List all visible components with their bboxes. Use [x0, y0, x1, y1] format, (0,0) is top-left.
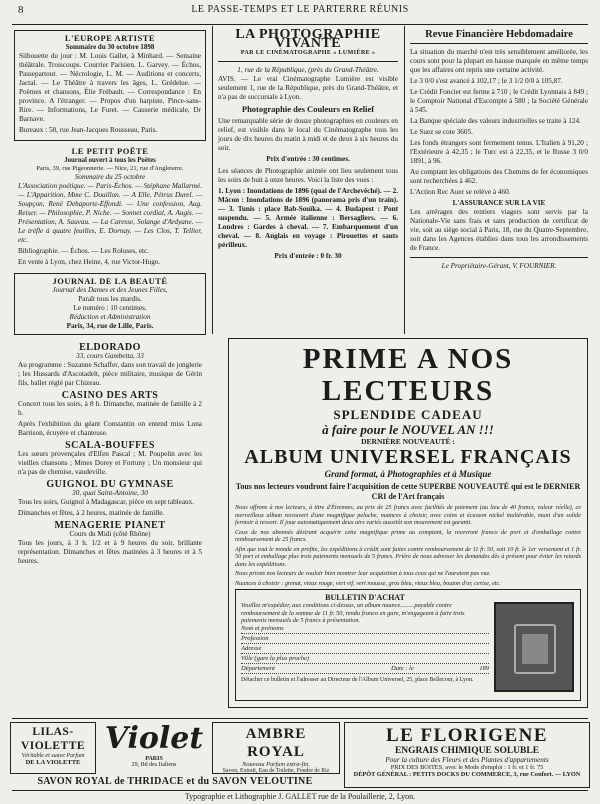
lilas-title: LILAS-VIOLETTE — [20, 726, 86, 752]
lilas-sub: Véritable et suave Parfum — [21, 753, 85, 759]
bulletin-profession-field[interactable]: Profession — [241, 635, 489, 644]
petit-poete-subtitle: Journal ouvert à tous les Poëtes — [64, 157, 156, 164]
journal-beaute-line2: Le numéro : 10 centimes. — [73, 304, 147, 312]
europe-artiste-title: L'EUROPE ARTISTE — [64, 33, 156, 43]
prime-details — [235, 504, 581, 587]
savon-line: SAVON ROYAL de THRIDACE et du SAVON VELOUTINE — [37, 776, 313, 787]
floregene-sub: ENGRAIS CHIMIQUE SOLUBLE — [394, 746, 540, 756]
journal-beaute-line1: Paraît tous les mardis. — [78, 295, 142, 303]
photographie-prix2: Prix d'entrée : 0 fr. 30 — [274, 252, 342, 260]
prime-afin: Afin que tout le monde en profite, les expéditions à crédit sont faites contre remboursement de 11 fr. 50, soit 10 fr. le 1er versement et 1 fr. 50 port et emballage plus trois paiements mensuels de 5 francs. Prière de nous adresser les demandes dès à présent pour éviter les retards dans les expéditions. — [235, 545, 581, 568]
violet-addr: PARIS — [145, 756, 163, 762]
prime-ceux: Ceux de nos abonnés désirant acquérir cette magnifique prime au comptant, la recevront franco de port et d'emballage contre remboursement de 25 francs. — [235, 528, 581, 543]
petit-poete-sommaire: Sommaire du 25 octobre — [74, 173, 146, 181]
guignol-block — [14, 480, 206, 518]
revue-p7: Au comptant les obligations des Chemins de fer économiques sont recherchées à 462. — [410, 168, 588, 185]
revue-p2: Le 3 0/0 s'est avancé à 102,17 ; le 3 1/2 0/0 à 105,87. — [410, 77, 563, 85]
bulletin-ville-field[interactable]: Ville (gare la plus proche) — [241, 655, 489, 664]
prime-album: ALBUM UNIVERSEL FRANÇAIS — [244, 446, 572, 468]
guignol-title: GUIGNOL DU GYMNASE — [46, 479, 174, 490]
eldorado-block — [14, 343, 206, 388]
menagerie-subtitle: Cours du Midi (côté Rhône) — [69, 530, 151, 538]
menagerie-body: Tous les jours, à 3 h. 1/2 et à 9 heures du soir, brillante représentation. Dimanches et fêtes matinées à 3 heures et à 5 heures. — [18, 539, 202, 565]
ambre-title: AMBRE ROYAL — [245, 726, 307, 760]
floregene-title: LE FLORIGENE — [385, 725, 549, 746]
revue-p4: La Banque spéciale des valeurs industrielles se traite à 124. — [410, 117, 581, 125]
revue-gerant: Le Propriétaire-Gérant, V. FOURNIER. — [441, 262, 557, 270]
bulletin-detacher: Détacher ce bulletin et l'adresser au Directeur de l'Album Universel, 25, place Bellecour, à Lyon. — [241, 676, 474, 683]
europe-artiste-box — [14, 30, 206, 141]
guignol-body1: Tous les soirs, Guignol à Madagascar, pièce en sept tableaux. — [18, 498, 195, 506]
guignol-body2: Dimanches et fêtes, à 2 heures, matinée de famille. — [18, 509, 165, 517]
footer-imprint: Typographie et Lithographie J. GALLET rue de la Poulaillerie, 2, Lyon. — [184, 792, 416, 801]
photographie-body: Une remarquable série de douze photographies en couleurs en relief, est visible dans le local du Cinématographe tous les jours de dix heures du matin à midi et de deux à six heures du soir. — [218, 117, 398, 152]
photographie-title: LA PHOTOGRAPHIE VIVANTE — [235, 27, 381, 51]
scala-block — [14, 441, 206, 477]
petit-poete-body: L'Association poétique. — Paris-Échos. — Stéphane Mallarmé. — L'Apparition, Mme C. Douillon. — A Elle, Pétrus Durel. — Soupçon, René Debaporte-Effondi. — Une confession, Aug. Reiser. — Philosophie, P. Niche. — Sonnet cordial, A. Augis. — Présentation, A. Sauvau. — La Caresse, Solange d'Ardyane. — Le trèfle à quatre feuilles, E. Dornay. — Les Clos, T. Tellier, etc. — [18, 182, 202, 244]
page-number: 8 — [18, 4, 24, 16]
prime-nous: Nous prions nos lecteurs de vouloir bien montrer leur acquisition à tous ceux qui ne l'auraient pas vue. — [235, 570, 491, 577]
floregene-prix: PRIX DES BOITES, avec le Mode d'emploi : 1 fr. et 1 fr. 75 — [390, 764, 544, 771]
menagerie-block — [14, 521, 206, 566]
violet-brand: Violet — [104, 721, 204, 756]
photographie-section: Photographie des Couleurs en Relief — [241, 104, 375, 114]
casino-title: CASINO DES ARTS — [61, 390, 159, 401]
journal-beaute-line3: Rédaction et Administration — [69, 313, 151, 321]
ambre-sub2: Savon, Extrait, Eau de Toilette, Poudre de Riz — [222, 768, 330, 774]
menagerie-title: MENAGERIE PIANET — [54, 520, 166, 531]
eldorado-title: ELDORADO — [79, 342, 141, 353]
photographie-vues: 1. Lyon : Inondations de 1896 (quai de l'Archevêché). — 2. Mâcon : Inondations de 1896 (panorama pris d'un train). — 3. Tunis : place Bab-Souïka. — 4. Budapest : Pont suspendu. — 5. Armée italienne : Bersagliers. — 6. Londres : Gardes à cheval. — 7. Embarquement d'un cheval. — 8. Anglais en voyage : Pirouettes et sauts périlleux. — [218, 187, 398, 249]
photographie-avis: AVIS. — Le vrai Cinématographe Lumière est visible seulement 1, rue de la République, près du Grand-Théâtre, et n'a pas de succursale à Lyon. — [218, 75, 398, 101]
floregene-pour: Pour la culture des Fleurs et des Plantes d'appartements — [385, 756, 549, 764]
revue-p5: Le Suez se cote 3605. — [410, 128, 473, 136]
prime-derniere: DERNIÈRE NOUVEAUTÉ : — [361, 437, 455, 446]
column-divider-1 — [212, 26, 213, 334]
guignol-address: 30, quai Saint-Antoine, 30 — [72, 489, 148, 497]
journal-beaute-subtitle: Journal des Dames et des Jeunes Filles, — [52, 286, 168, 294]
middle-column — [218, 27, 398, 261]
europe-artiste-bureaux: Bureaux : 58, rue Jean-Jacques Rousseau, Paris. — [19, 126, 158, 134]
photographie-seances: Les séances de Photographie animée ont lieu seulement tous les soirs de huit à onze heures. Voici la liste des vues : — [218, 167, 398, 184]
right-column — [410, 30, 588, 271]
bulletin-title: BULLETIN D'ACHAT — [325, 593, 405, 602]
revue-p10: Les arrérages des rentiers viagers sont servis par la Nationale-Vie sans frais et sans production de certificat de vie, soit au siège social à Paris, 18, rue du Quatre-Septembre, soit dans les Agences établies dans tous les arrondissements de France. — [410, 208, 588, 252]
revue-p8: L'Action Rec Auer se relève à 460. — [410, 188, 511, 196]
journal-beaute-box — [14, 273, 206, 335]
bulletin-nom-field[interactable]: Nom et prénoms — [241, 625, 489, 634]
violet-sub: 29, Bd des Italiens — [131, 762, 177, 768]
revue-p1: La situation du marché n'est très sensiblement améliorée, les cours sont pour la plupart en hausse marquée en même temps que les affaires ont repris une certaine activité. — [410, 48, 588, 74]
header-rule — [12, 24, 588, 25]
revue-p9: L'ASSURANCE SUR LA VIE — [452, 199, 546, 207]
eldorado-body: Au programme : Suzanne Schaffer, dans son travail de jonglerie ; les Hussards d'Ascotadelt, pièce militaire, musique de Gérin fils, ballet réglé par Chizeau. — [18, 361, 202, 387]
prime-cadeau: SPLENDIDE CADEAU — [333, 407, 483, 422]
running-head — [18, 4, 582, 20]
bulletin-form — [241, 593, 489, 684]
revue-p3: Le Crédit Foncier est ferme à 710 ; le Crédit Lyonnais à 849 ; le Comptoir National d'Escompte à 580 ; la Société Générale à 545. — [410, 88, 588, 114]
petit-poete-block — [14, 147, 206, 267]
prime-nuances: Nuances à choisir : grenat, vieux rouge, vert vif, vert mousse, gros bleu, vieux bleu, bouton d'or, cerise, etc. — [235, 579, 501, 587]
eldorado-address: 33, cours Gambetta, 33 — [76, 352, 144, 360]
prime-tous: Tous nos lecteurs voudront faire l'acquisition de cette SUPERBE NOUVEAUTÉ qui est le DERNIER CRI de l'Art français — [235, 482, 581, 501]
prime-banner: PRIME A NOS LECTEURS — [302, 343, 514, 407]
photographie-prix1: Prix d'entrée : 30 centimes. — [266, 155, 350, 163]
prime-box — [228, 338, 588, 708]
europe-artiste-body: Silhouette du jour : M. Louis Gallet, à Minhard. — Semaine théâtrale. Troiscoups. Courrier Parisien. L. Garvey. — Échos, Passepartout. — Nécrologie, L. M. — Auditions et concerts, Jactal. — Le Théâtre à travers les âges, L. Grédelue. — Poèmes et chansons, Élie Frébault. — Correspondance : En province. A l'étranger. — Propos d'un harpiste, Pince-sans-Rire. — Informations, Le Furet. — Causerie médicale, Dr Barnave. — [19, 52, 201, 123]
casino-body1: Concert tous les soirs, à 8 h. Dimanche, matinée de famille à 2 h. — [18, 400, 202, 417]
scala-body: Les sœurs provençales d'Elfen Pascal ; M. Poupelin avec les vieilles chansons ; Mmes Dorey et Fortuny ; Un monsieur qui n'a pas de chemise, vaudeville. — [18, 450, 202, 476]
floregene-depot: DÉPÔT GÉNÉRAL : PETITS DOCKS DU COMMERCE, 3, rue Confort. — LYON — [353, 771, 581, 778]
prime-faire: à faire pour le NOUVEL AN !!! — [322, 422, 494, 437]
petit-poete-vente: En vente à Lyon, chez Heine, 4, rue Victor-Hugo. — [18, 258, 161, 266]
casino-block — [14, 391, 206, 438]
violet-ad — [98, 722, 210, 774]
journal-beaute-title: JOURNAL DE LA BEAUTÉ — [52, 276, 168, 286]
lilas-sub2: DE LA VIOLETTE — [25, 759, 81, 766]
column-divider-2 — [404, 26, 405, 334]
petit-poete-biblio: Bibliographie. — Échos. — Les Roluses, etc. — [18, 247, 149, 255]
left-column — [14, 30, 206, 568]
bulletin-box — [235, 589, 581, 701]
revue-title: Revue Financière Hebdomadaire — [425, 29, 573, 40]
photographie-subtitle: PAR LE CINÉMATOGRAPHE « LUMIÈRE » — [240, 49, 376, 56]
page-title: LE PASSE-TEMPS ET LE PARTERRE RÉUNIS — [191, 4, 409, 15]
europe-artiste-subtitle: Sommaire du 30 octobre 1898 — [65, 43, 155, 51]
petit-poete-address: Paris, 39, rue Pigeonnerie. — Nice, 21, rue d'Angleterre. — [36, 165, 184, 172]
prime-offre: Nous offrons à nos lecteurs, à titre d'Étrennes, au prix de 25 francs avec facilités de paiement (au lieu de 40 francs, valeur réelle), ce merveilleux album recouvert d'une magnifique peluche, nuances à choisir, avec coins et écusson nickel inaltérable, muni d'un solide fermoir à ressort. Il joue automatiquement deux airs variés aussitôt son mouvement est garanti. — [235, 504, 581, 526]
bulletin-departement-field[interactable]: Département Date : le 189 — [241, 664, 489, 672]
ambre-ad — [212, 722, 340, 774]
petit-poete-title: LE PETIT POËTE — [71, 146, 149, 156]
album-illustration — [494, 602, 574, 692]
photographie-address: 1, rue de la République, (près du Grand-Théâtre. — [237, 66, 379, 74]
journal-beaute-line4: Paris, 34, rue de Lille, Paris. — [66, 322, 154, 330]
ambre-sub: Nouveau Parfum extra-fin. — [242, 761, 310, 768]
bulletin-text: Veuillez m'expédier, aux conditions ci-dessus, un album nuance.........payable contre remboursement de la somme de 11 fr. 50, rendu franco en gare, m'engageant à faire trois paiements mensuels de 5 francs à présentation. — [241, 602, 465, 624]
scala-title: SCALA-BOUFFES — [65, 440, 155, 451]
revue-p6: Les fonds étrangers sont fermement tenus. L'Italien à 91,20 ; l'Extérieure à 42,35 ; le Turc est à 22,35, et le Russe 3 0/0 1891, à 96. — [410, 139, 588, 165]
casino-body2: Après l'exhibition du géant Constantin on entend miss Lona Barrison, écuyère et chanteuse. — [18, 420, 202, 437]
prime-grand: Grand format, à Photographies et à Musique — [324, 469, 492, 479]
bulletin-adresse-field[interactable]: Adresse — [241, 645, 489, 654]
lilas-ad — [10, 722, 96, 774]
floregene-ad — [344, 722, 590, 788]
